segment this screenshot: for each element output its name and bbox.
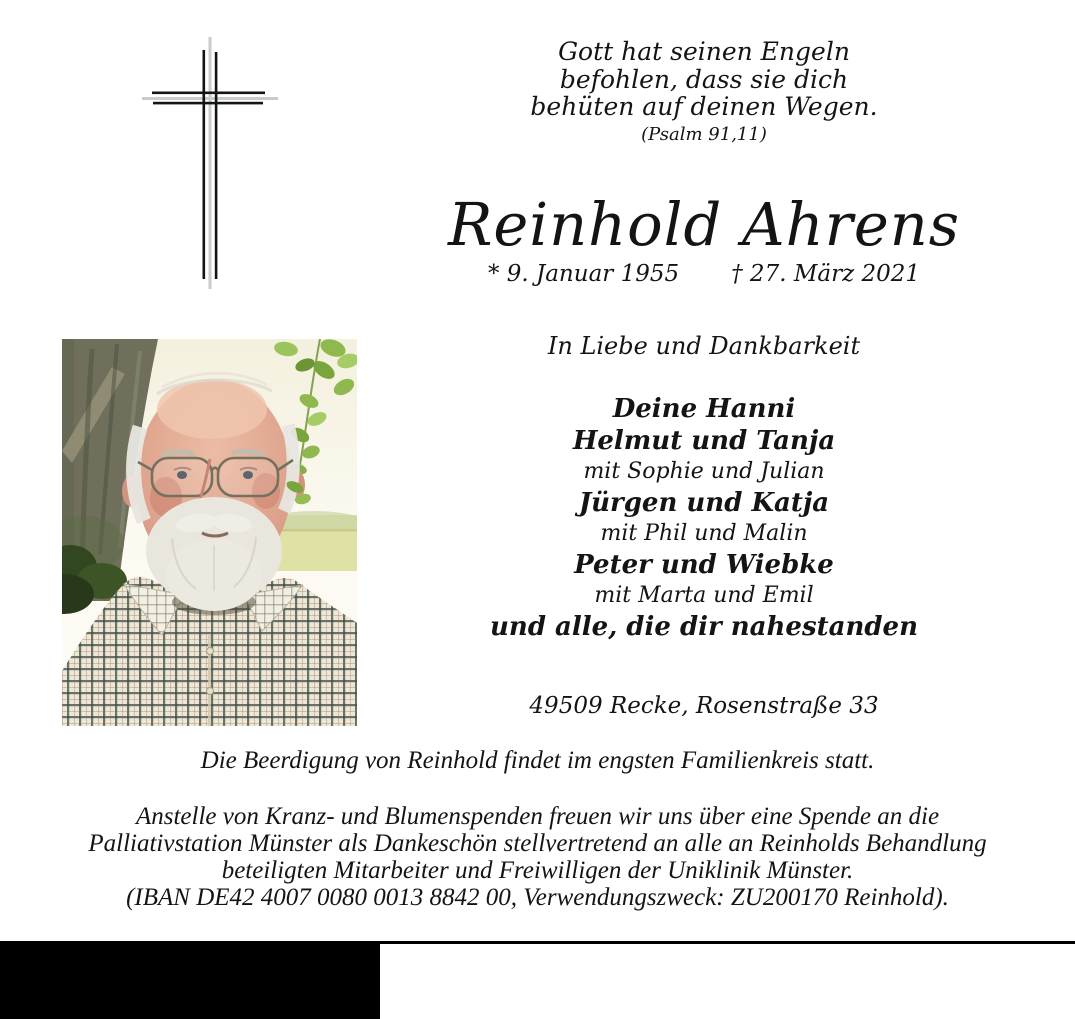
quote-source: (Psalm 91,11) — [641, 123, 767, 145]
mourner-name: Helmut und Tanja — [572, 426, 836, 456]
life-dates — [404, 259, 1004, 289]
donation-notice — [0, 803, 1075, 911]
portrait-photo — [62, 339, 357, 726]
donation-line: Anstelle von Kranz- und Blumenspenden freuen wir uns über eine Spende an die — [135, 803, 940, 830]
bible-quote — [404, 38, 1004, 146]
dedication-line: In Liebe und Dankbarkeit — [547, 332, 861, 360]
funeral-notice: Die Beerdigung von Reinhold findet im engsten Familienkreis statt. — [200, 747, 875, 774]
bottom-black-bar — [0, 944, 380, 1019]
deceased-name: Reinhold Ahrens — [447, 190, 961, 259]
donation-line: Palliativstation Münster als Dankeschön stellvertretend an alle an Reinholds Behandlung — [88, 830, 987, 857]
family-address: 49509 Recke, Rosenstraße 33 — [529, 693, 879, 719]
death-date: † 27. März 2021 — [731, 261, 921, 287]
quote-line: befohlen, dass sie dich — [559, 64, 849, 94]
mourner-name: Deine Hanni — [612, 394, 796, 424]
mourner-children: mit Sophie und Julian — [583, 459, 825, 484]
donation-line: (IBAN DE42 4007 0080 0013 8842 00, Verwendungszweck: ZU200170 Reinhold). — [126, 884, 949, 911]
quote-line: behüten auf deinen Wegen. — [530, 92, 878, 121]
quote-line: Gott hat seinen Engeln — [558, 37, 850, 66]
birth-date: * 9. Januar 1955 — [487, 261, 680, 287]
mourner-name: Jürgen und Katja — [578, 488, 830, 518]
mourner-children: mit Phil und Malin — [600, 521, 808, 546]
mourner-name: Peter und Wiebke — [574, 550, 834, 580]
donation-line: beteiligten Mitarbeiter und Freiwilligen der Uniklinik Münster. — [221, 857, 854, 884]
mourner-children: mit Marta und Emil — [594, 583, 814, 608]
mourner-name: und alle, die dir nahestanden — [490, 612, 918, 642]
mourners-list — [404, 393, 1004, 643]
memorial-cross-icon — [140, 35, 290, 295]
